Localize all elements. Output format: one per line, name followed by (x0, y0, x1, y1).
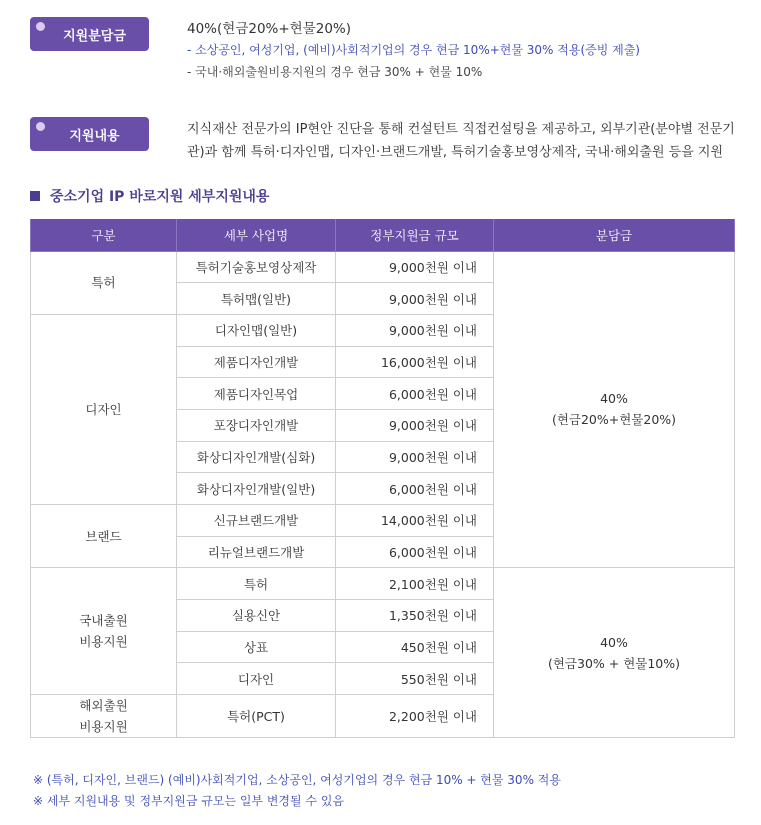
section-title (30, 186, 269, 206)
amount-cell: 1,350천원 이내 (336, 600, 494, 632)
program-name-cell: 특허맵(일반) (177, 283, 336, 315)
amount-cell: 550천원 이내 (336, 663, 494, 695)
amount-cell: 16,000천원 이내 (336, 346, 494, 378)
bullet-dot-icon (36, 22, 45, 31)
amount-cell: 9,000천원 이내 (336, 283, 494, 315)
amount-cell: 9,000천원 이내 (336, 314, 494, 346)
amount-cell: 14,000천원 이내 (336, 505, 494, 537)
square-bullet-icon (30, 191, 40, 201)
amount-cell: 6,000천원 이내 (336, 473, 494, 505)
program-name-cell: 특허 (177, 568, 336, 600)
program-name-cell: 화상디자인개발(일반) (177, 473, 336, 505)
program-name-cell: 화상디자인개발(심화) (177, 441, 336, 473)
section-title-text: 중소기업 IP 바로지원 세부지원내용 (50, 189, 270, 205)
amount-cell: 9,000천원 이내 (336, 441, 494, 473)
table-header-row (31, 219, 735, 251)
support-share-note-1: - 소상공인, 여성기업, (예비)사회적기업의 경우 현금 10%+현물 30% 적용(증빙 제출) (187, 43, 640, 57)
program-name-cell: 제품디자인목업 (177, 378, 336, 410)
support-content-badge (30, 117, 149, 151)
share-detail: (현금20%+현물20%) (551, 412, 677, 428)
share-percent: 40% (600, 391, 628, 407)
share-cell (494, 568, 735, 738)
amount-cell: 2,100천원 이내 (336, 568, 494, 600)
category-cell: 특허 (31, 251, 177, 314)
program-name-cell: 디자인맵(일반) (177, 314, 336, 346)
amount-cell: 9,000천원 이내 (336, 251, 494, 283)
header-category: 구분 (31, 219, 177, 251)
bullet-dot-icon (36, 122, 45, 131)
program-name-cell: 특허(PCT) (177, 695, 336, 738)
program-name-cell: 특허기술홍보영상제작 (177, 251, 336, 283)
footnotes (33, 770, 561, 812)
header-amount: 정부지원금 규모 (336, 219, 494, 251)
program-name-cell: 디자인 (177, 663, 336, 695)
table-body (31, 251, 735, 738)
amount-cell: 6,000천원 이내 (336, 378, 494, 410)
program-name-cell: 리뉴얼브랜드개발 (177, 536, 336, 568)
support-share-badge (30, 17, 149, 51)
program-name-cell: 실용신안 (177, 600, 336, 632)
amount-cell: 2,200천원 이내 (336, 695, 494, 738)
program-name-cell: 신규브랜드개발 (177, 505, 336, 537)
category-cell: 디자인 (31, 314, 177, 504)
share-percent: 40% (600, 634, 628, 650)
support-share-note-2: - 국내·해외출원비용지원의 경우 현금 30% + 현물 10% (187, 65, 483, 79)
category-cell: 브랜드 (31, 505, 177, 568)
header-program: 세부 사업명 (177, 219, 336, 251)
table-row (31, 568, 735, 600)
footnote: ※ (특허, 디자인, 브랜드) (예비)사회적기업, 소상공인, 여성기업의 경우 현금 10% + 현물 30% 적용 (33, 773, 561, 787)
share-detail: (현금30% + 현물10%) (547, 655, 681, 671)
category-cell: 해외출원 비용지원 (31, 695, 177, 738)
amount-cell: 6,000천원 이내 (336, 536, 494, 568)
header-share: 분담금 (494, 219, 735, 251)
support-share-badge-label: 지원분담금 (63, 28, 126, 44)
share-cell (494, 251, 735, 568)
support-content-badge-label: 지원내용 (69, 128, 120, 144)
footnote: ※ 세부 지원내용 및 정부지원금 규모는 일부 변경될 수 있음 (33, 794, 345, 808)
support-share-info (187, 19, 640, 82)
support-share-main: 40%(현금20%+현물20%) (187, 21, 352, 37)
category-cell: 국내출원 비용지원 (31, 568, 177, 695)
support-content-text: 지식재산 전문가의 IP현안 진단을 통해 컨설턴트 직접컨설팅을 제공하고, 외부기관(분야별 전문기관)과 함께 특허·디자인맵, 디자인·브랜드개발, 특허기술홍보영상제작, 국내·해외출원 등을 지원 (187, 122, 735, 160)
amount-cell: 450천원 이내 (336, 631, 494, 663)
support-detail-table (30, 219, 735, 738)
table-row (31, 251, 735, 283)
amount-cell: 9,000천원 이내 (336, 409, 494, 441)
program-name-cell: 제품디자인개발 (177, 346, 336, 378)
program-name-cell: 상표 (177, 631, 336, 663)
program-name-cell: 포장디자인개발 (177, 409, 336, 441)
